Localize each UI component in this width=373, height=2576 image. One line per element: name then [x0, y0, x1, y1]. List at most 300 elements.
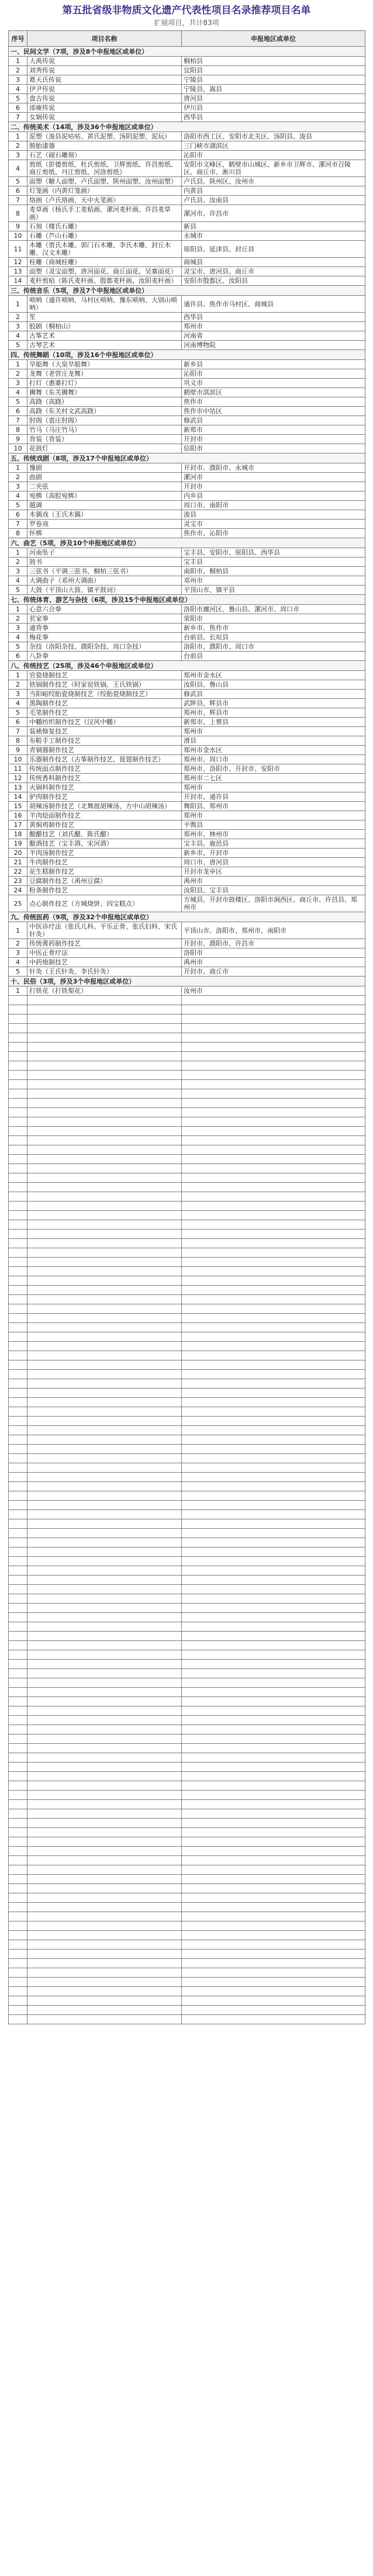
blank-cell	[9, 1351, 27, 1360]
blank-cell	[182, 2006, 365, 2015]
blank-cell	[27, 1155, 182, 1164]
section-heading-row	[9, 286, 365, 296]
blank-cell	[182, 1622, 365, 1632]
table-row	[9, 867, 365, 877]
declaring-unit: 洛阳市、濮阳市、周口市	[182, 642, 365, 652]
page-subtitle: 扩展项目，共计83项	[154, 19, 219, 27]
blank-row	[9, 1108, 365, 1117]
table-row	[9, 435, 365, 444]
blank-row	[9, 1725, 365, 1734]
blank-row	[9, 1454, 365, 1463]
blank-cell	[182, 1323, 365, 1332]
section-heading: 六、曲艺（5项，涉及10个申报地区或单位）	[9, 538, 365, 548]
blank-cell	[182, 1632, 365, 1641]
blank-cell	[182, 1594, 365, 1604]
blank-row	[9, 1417, 365, 1426]
blank-cell	[27, 1015, 182, 1024]
blank-cell	[9, 1473, 27, 1482]
project-name: 肘阁（袁庄肘阁）	[27, 416, 182, 425]
blank-row	[9, 1650, 365, 1660]
blank-cell	[27, 1239, 182, 1248]
declaring-unit: 宜阳县	[182, 66, 365, 75]
project-name: 笙	[27, 313, 182, 322]
blank-cell	[9, 1622, 27, 1632]
project-name: 高跷（东关村文武高跷）	[27, 407, 182, 416]
blank-cell	[27, 1501, 182, 1510]
blank-row	[9, 1099, 365, 1108]
project-name: 曲剧	[27, 473, 182, 482]
column-header-unit: 申报地区或单位	[182, 31, 365, 47]
blank-cell	[182, 1865, 365, 1875]
blank-cell	[182, 1108, 365, 1117]
blank-cell	[9, 1145, 27, 1155]
blank-cell	[182, 1688, 365, 1697]
declaring-unit: 桐柏县	[182, 57, 365, 66]
declaring-unit: 荥阳市	[182, 614, 365, 624]
blank-cell	[182, 1660, 365, 1669]
blank-cell	[27, 1379, 182, 1389]
project-name: 背装（背装）	[27, 435, 182, 444]
table-row	[9, 444, 365, 453]
row-number: 5	[9, 397, 27, 407]
table-header-row	[9, 31, 365, 47]
blank-cell	[27, 1482, 182, 1491]
blank-cell	[27, 1594, 182, 1604]
blank-cell	[27, 1987, 182, 1996]
project-name: 越调	[27, 501, 182, 510]
blank-cell	[182, 1155, 365, 1164]
blank-cell	[9, 1847, 27, 1856]
blank-row	[9, 1753, 365, 1763]
declaring-unit: 南阳市、桐柏县	[182, 567, 365, 576]
blank-cell	[9, 1417, 27, 1426]
row-number: 13	[9, 783, 27, 792]
declaring-unit: 伊川县	[182, 103, 365, 113]
row-number: 3	[9, 151, 27, 160]
blank-cell	[182, 1847, 365, 1856]
declaring-unit: 开封市	[182, 435, 365, 444]
declaring-unit: 安阳市殷都区、汝阳县	[182, 276, 365, 286]
blank-cell	[182, 1903, 365, 1912]
project-name: 葛天氏传说	[27, 75, 182, 85]
row-number: 3	[9, 948, 27, 958]
blank-cell	[27, 1697, 182, 1706]
blank-cell	[182, 1557, 365, 1566]
table-row	[9, 222, 365, 231]
blank-cell	[27, 1566, 182, 1576]
blank-cell	[182, 1389, 365, 1398]
project-name: 豆腐制作技艺（禹州豆腐）	[27, 877, 182, 886]
table-row	[9, 548, 365, 558]
row-number: 5	[9, 586, 27, 595]
table-row	[9, 520, 365, 529]
table-row	[9, 177, 365, 186]
blank-cell	[182, 1342, 365, 1351]
blank-cell	[182, 1473, 365, 1482]
blank-cell	[27, 1576, 182, 1585]
blank-cell	[9, 1931, 27, 1940]
row-number: 3	[9, 624, 27, 633]
table-row	[9, 858, 365, 867]
row-number: 3	[9, 482, 27, 491]
row-number: 6	[9, 510, 27, 520]
blank-cell	[27, 1734, 182, 1744]
table-row	[9, 811, 365, 820]
project-name: 梅花拳	[27, 633, 182, 642]
blank-cell	[182, 996, 365, 1005]
project-name: 河南坠子	[27, 548, 182, 558]
blank-row	[9, 1370, 365, 1379]
blank-cell	[27, 1145, 182, 1155]
blank-cell	[182, 1426, 365, 1435]
blank-cell	[9, 1744, 27, 1753]
declaring-unit: 内乡县	[182, 491, 365, 501]
blank-row	[9, 1632, 365, 1641]
project-name: 麦秆剪贴（陈氏麦秆画、殷都麦秆画、汝阳麦秆画）	[27, 276, 182, 286]
row-number: 9	[9, 746, 27, 755]
blank-cell	[27, 1706, 182, 1716]
blank-row	[9, 1155, 365, 1164]
blank-cell	[27, 1903, 182, 1912]
blank-row	[9, 1202, 365, 1211]
blank-row	[9, 1978, 365, 1987]
blank-cell	[182, 1875, 365, 1884]
row-number: 9	[9, 222, 27, 231]
blank-cell	[182, 1987, 365, 1996]
table-row	[9, 895, 365, 912]
declaring-unit: 汝阳县、宝丰县	[182, 886, 365, 895]
blank-row	[9, 1033, 365, 1043]
blank-row	[9, 1332, 365, 1342]
project-name: 针灸（王氏针灸、李氏针灸）	[27, 967, 182, 977]
row-number: 6	[9, 103, 27, 113]
blank-row	[9, 1445, 365, 1454]
blank-row	[9, 1510, 365, 1519]
project-name: 传统香料制作技艺	[27, 774, 182, 783]
blank-cell	[9, 1791, 27, 1800]
blank-cell	[9, 1697, 27, 1706]
blank-cell	[9, 1061, 27, 1071]
row-number: 5	[9, 967, 27, 977]
blank-cell	[27, 1117, 182, 1127]
project-name: 脱胎漆器	[27, 141, 182, 151]
blank-cell	[9, 1463, 27, 1473]
blank-row	[9, 1566, 365, 1576]
blank-cell	[9, 1538, 27, 1547]
blank-cell	[9, 1968, 27, 1978]
blank-row	[9, 1903, 365, 1912]
blank-cell	[182, 1763, 365, 1772]
blank-row	[9, 1697, 365, 1706]
project-name: 木偶戏（王氏木偶）	[27, 510, 182, 520]
project-name: 通背拳	[27, 624, 182, 633]
blank-row	[9, 1230, 365, 1239]
row-number: 2	[9, 558, 27, 567]
row-number: 4	[9, 388, 27, 397]
declaring-unit: 内黄县	[182, 186, 365, 196]
blank-cell	[9, 1192, 27, 1202]
blank-row	[9, 1529, 365, 1538]
blank-row	[9, 1706, 365, 1716]
row-number: 1	[9, 57, 27, 66]
table-row	[9, 407, 365, 416]
blank-cell	[182, 1239, 365, 1248]
project-name: 木雕（贾氏木雕、郭门石木雕、李氏木雕、封丘木雕、汉文木雕）	[27, 241, 182, 258]
table-row	[9, 113, 365, 122]
table-row	[9, 94, 365, 103]
row-number: 2	[9, 141, 27, 151]
blank-row	[9, 1819, 365, 1828]
declaring-unit: 沁阳市	[182, 151, 365, 160]
blank-cell	[27, 1173, 182, 1183]
blank-cell	[182, 1996, 365, 2006]
blank-cell	[182, 1267, 365, 1276]
declaring-unit: 修武县	[182, 690, 365, 699]
blank-row	[9, 1015, 365, 1024]
blank-cell	[182, 1585, 365, 1594]
blank-cell	[9, 1323, 27, 1332]
table-row	[9, 379, 365, 388]
blank-cell	[182, 1061, 365, 1071]
project-name: 杂技（洛阳杂技、濮阳杂技、周口杂技）	[27, 642, 182, 652]
declaring-unit: 卢氏县、汝南县	[182, 196, 365, 205]
blank-cell	[182, 1099, 365, 1108]
blank-row	[9, 1763, 365, 1772]
project-name: 大鼓（平顶山大鼓、镇平鼓词）	[27, 586, 182, 595]
blank-cell	[27, 1716, 182, 1725]
blank-row	[9, 1342, 365, 1351]
blank-row	[9, 1192, 365, 1202]
declaring-unit: 宁陵县	[182, 75, 365, 85]
blank-cell	[182, 1837, 365, 1847]
section-heading: 十、民俗（3项，涉及3个申报地区或单位）	[9, 977, 365, 986]
table-row	[9, 830, 365, 839]
declaring-unit: 卢氏县、陕州区、汝州市	[182, 177, 365, 186]
blank-cell	[9, 1557, 27, 1566]
project-table	[8, 30, 365, 2024]
declaring-unit: 郑州市	[182, 783, 365, 792]
blank-cell	[27, 996, 182, 1005]
blank-row	[9, 1267, 365, 1276]
blank-cell	[9, 1033, 27, 1043]
blank-cell	[9, 1996, 27, 2006]
project-name: 石雕（芦山石雕）	[27, 231, 182, 241]
project-name: 羊肉烩面制作技艺	[27, 811, 182, 820]
blank-row	[9, 1080, 365, 1089]
blank-row	[9, 1576, 365, 1585]
blank-row	[9, 1407, 365, 1417]
blank-cell	[9, 1108, 27, 1117]
blank-cell	[182, 1276, 365, 1286]
blank-row	[9, 1847, 365, 1856]
project-name: 伊尹传说	[27, 85, 182, 94]
blank-cell	[9, 1510, 27, 1519]
table-row	[9, 922, 365, 939]
table-row	[9, 774, 365, 783]
declaring-unit: 河南省	[182, 331, 365, 341]
blank-cell	[27, 1295, 182, 1304]
declaring-unit: 商城县	[182, 258, 365, 267]
project-name: 三弦书（平调三弦书、桐柏三弦书）	[27, 567, 182, 576]
project-name: 怀梆	[27, 529, 182, 538]
table-row	[9, 482, 365, 491]
declaring-unit: 宁陵县、嵩县	[182, 85, 365, 94]
table-row	[9, 160, 365, 177]
blank-cell	[9, 1921, 27, 1931]
blank-row	[9, 1463, 365, 1473]
declaring-unit: 宝丰县、安阳市、原阳县、西华县	[182, 548, 365, 558]
blank-cell	[9, 1585, 27, 1594]
blank-cell	[9, 1978, 27, 1987]
blank-cell	[27, 1043, 182, 1052]
table-row	[9, 75, 365, 85]
declaring-unit: 西华县	[182, 113, 365, 122]
blank-cell	[27, 1267, 182, 1276]
blank-cell	[9, 1987, 27, 1996]
table-row	[9, 886, 365, 895]
row-number: 1	[9, 296, 27, 313]
blank-cell	[9, 1641, 27, 1650]
row-number: 4	[9, 699, 27, 708]
blank-cell	[9, 1959, 27, 1968]
blank-cell	[27, 1763, 182, 1772]
row-number: 5	[9, 177, 27, 186]
blank-row	[9, 1604, 365, 1613]
blank-cell	[27, 1463, 182, 1473]
row-number: 2	[9, 369, 27, 379]
blank-row	[9, 1211, 365, 1220]
blank-row	[9, 1435, 365, 1445]
blank-cell	[9, 1828, 27, 1837]
table-row	[9, 736, 365, 746]
declaring-unit: 焦作市中站区	[182, 407, 365, 416]
blank-row	[9, 2015, 365, 2024]
table-row	[9, 463, 365, 473]
blank-cell	[27, 1688, 182, 1697]
page-title: 第五批省级非物质文化遗产代表性项目名录推荐项目名单	[62, 5, 311, 16]
blank-row	[9, 1809, 365, 1819]
blank-cell	[27, 1622, 182, 1632]
blank-cell	[182, 1791, 365, 1800]
blank-cell	[182, 1697, 365, 1706]
blank-row	[9, 1968, 365, 1978]
section-heading-row	[9, 977, 365, 986]
blank-row	[9, 1304, 365, 1314]
blank-cell	[27, 1547, 182, 1557]
blank-row	[9, 1127, 365, 1136]
blank-row	[9, 1800, 365, 1809]
declaring-unit: 滑县	[182, 736, 365, 746]
declaring-unit: 汝州市	[182, 986, 365, 996]
declaring-unit: 西华县	[182, 313, 365, 322]
project-name: 黑陶制作技艺	[27, 699, 182, 708]
blank-cell	[9, 1379, 27, 1389]
project-name: 青铜器制作技艺	[27, 746, 182, 755]
blank-cell	[9, 1398, 27, 1407]
blank-cell	[182, 1463, 365, 1473]
declaring-unit: 周口市、南阳市	[182, 501, 365, 510]
table-row	[9, 877, 365, 886]
blank-row	[9, 1940, 365, 1950]
blank-cell	[9, 1800, 27, 1809]
blank-cell	[182, 1819, 365, 1828]
blank-cell	[182, 1753, 365, 1763]
blank-cell	[27, 1370, 182, 1379]
declaring-unit: 汝阳县、鲁山县	[182, 680, 365, 690]
blank-cell	[27, 1360, 182, 1370]
declaring-unit: 浚县	[182, 510, 365, 520]
row-number: 1	[9, 605, 27, 614]
declaring-unit: 郑州市、周口市	[182, 755, 365, 764]
blank-row	[9, 1117, 365, 1127]
row-number: 10	[9, 755, 27, 764]
declaring-unit: 开封市	[182, 482, 365, 491]
blank-row	[9, 1912, 365, 1921]
row-number: 4	[9, 160, 27, 177]
blank-row	[9, 1389, 365, 1398]
blank-cell	[27, 1791, 182, 1800]
blank-row	[9, 1173, 365, 1183]
row-number: 6	[9, 407, 27, 416]
blank-cell	[9, 1202, 27, 1211]
blank-cell	[182, 1332, 365, 1342]
row-number: 3	[9, 690, 27, 699]
blank-cell	[182, 1510, 365, 1519]
blank-cell	[182, 1314, 365, 1323]
row-number: 13	[9, 267, 27, 276]
table-row	[9, 690, 365, 699]
declaring-unit: 通许县、焦作市马村区、商城县	[182, 296, 365, 313]
project-name: 装裱修复技艺	[27, 727, 182, 736]
blank-cell	[27, 1865, 182, 1875]
row-number: 5	[9, 642, 27, 652]
table-row	[9, 820, 365, 830]
declaring-unit: 安阳市文峰区、鹤壁市山城区、新乡市卫辉市、漯河市召陵区、商丘市、淅川县	[182, 160, 365, 177]
project-name: 羊肉汤制作技艺	[27, 849, 182, 858]
table-row	[9, 141, 365, 151]
blank-row	[9, 1641, 365, 1650]
row-number: 10	[9, 231, 27, 241]
blank-cell	[27, 1389, 182, 1398]
blank-cell	[182, 1566, 365, 1576]
blank-cell	[9, 1286, 27, 1295]
table-row	[9, 276, 365, 286]
blank-cell	[182, 1893, 365, 1903]
section-heading: 九、传统医药（9项，涉及32个申报地区或单位）	[9, 912, 365, 922]
blank-cell	[9, 996, 27, 1005]
blank-cell	[27, 1819, 182, 1828]
blank-cell	[27, 1258, 182, 1267]
blank-row	[9, 1744, 365, 1753]
blank-cell	[9, 1753, 27, 1763]
declaring-unit: 灵宝市、唐河县、商丘市	[182, 267, 365, 276]
blank-cell	[182, 1286, 365, 1295]
project-name: 面塑（糖人面塑、卢氏面塑、陕州面塑、汝州面塑）	[27, 177, 182, 186]
blank-cell	[9, 1183, 27, 1192]
blank-cell	[9, 1781, 27, 1791]
section-heading: 七、传统体育、游艺与杂技（6项，涉及15个申报地区或单位）	[9, 595, 365, 605]
blank-row	[9, 1875, 365, 1884]
blank-cell	[182, 1856, 365, 1865]
blank-row	[9, 1258, 365, 1267]
blank-row	[9, 1071, 365, 1080]
row-number: 7	[9, 727, 27, 736]
blank-cell	[9, 1267, 27, 1276]
declaring-unit: 郑州市	[182, 811, 365, 820]
blank-cell	[27, 1435, 182, 1445]
table-row	[9, 369, 365, 379]
blank-cell	[9, 1940, 27, 1950]
